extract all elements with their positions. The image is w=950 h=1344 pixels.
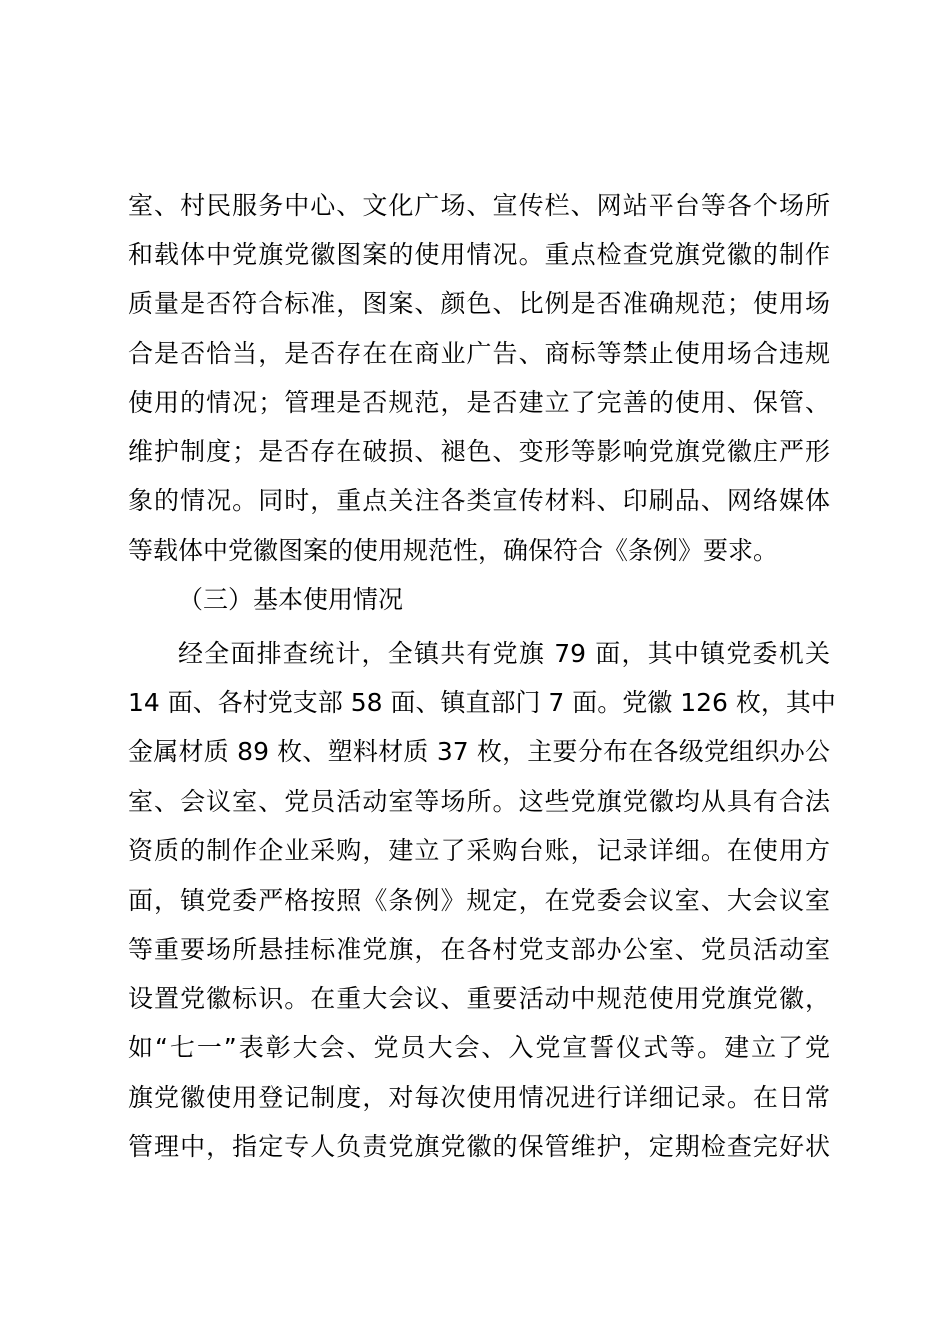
paragraph-1-line-5: 使用的情况；管理是否规范，是否建立了完善的使用、保管、 <box>128 388 830 417</box>
paragraph-1-line-4: 合是否恰当，是否存在在商业广告、商标等禁止使用场合违规 <box>128 339 830 368</box>
section-heading: （三）基本使用情况 <box>178 585 404 614</box>
paragraph-1-line-6: 维护制度；是否存在破损、褪色、变形等影响党旗党徽庄严形 <box>128 437 830 466</box>
paragraph-2-line-3: 金属材质 89 枚、塑料材质 37 枚，主要分布在各级党组织办公 <box>128 737 830 766</box>
paragraph-1-line-8: 等载体中党徽图案的使用规范性，确保符合《条例》要求。 <box>128 536 779 565</box>
paragraph-2-line-10: 旗党徽使用登记制度，对每次使用情况进行详细记录。在日常 <box>128 1083 830 1112</box>
paragraph-1-line-2: 和载体中党旗党徽图案的使用情况。重点检查党旗党徽的制作 <box>128 240 830 269</box>
paragraph-2-line-2: 14 面、各村党支部 58 面、镇直部门 7 面。党徽 126 枚，其中 <box>128 688 836 717</box>
paragraph-2-line-5: 资质的制作企业采购，建立了采购台账，记录详细。在使用方 <box>128 836 830 865</box>
paragraph-2-line-4: 室、会议室、党员活动室等场所。这些党旗党徽均从具有合法 <box>128 787 830 816</box>
paragraph-2-line-6: 面，镇党委严格按照《条例》规定，在党委会议室、大会议室 <box>128 886 830 915</box>
paragraph-1-line-7: 象的情况。同时，重点关注各类宣传材料、印刷品、网络媒体 <box>128 486 830 515</box>
paragraph-2-line-8: 设置党徽标识。在重大会议、重要活动中规范使用党旗党徽， <box>128 984 830 1013</box>
paragraph-1-line-1: 室、村民服务中心、文化广场、宣传栏、网站平台等各个场所 <box>128 191 830 220</box>
paragraph-2-line-7: 等重要场所悬挂标准党旗，在各村党支部办公室、党员活动室 <box>128 935 830 964</box>
paragraph-2-line-9: 如“七一”表彰大会、党员大会、入党宣誓仪式等。建立了党 <box>128 1033 830 1062</box>
paragraph-1-line-3: 质量是否符合标准，图案、颜色、比例是否准确规范；使用场 <box>128 289 830 318</box>
paragraph-2-line-1: 经全面排查统计，全镇共有党旗 79 面，其中镇党委机关 <box>178 639 830 668</box>
paragraph-2-line-11: 管理中，指定专人负责党旗党徽的保管维护，定期检查完好状 <box>128 1132 830 1161</box>
